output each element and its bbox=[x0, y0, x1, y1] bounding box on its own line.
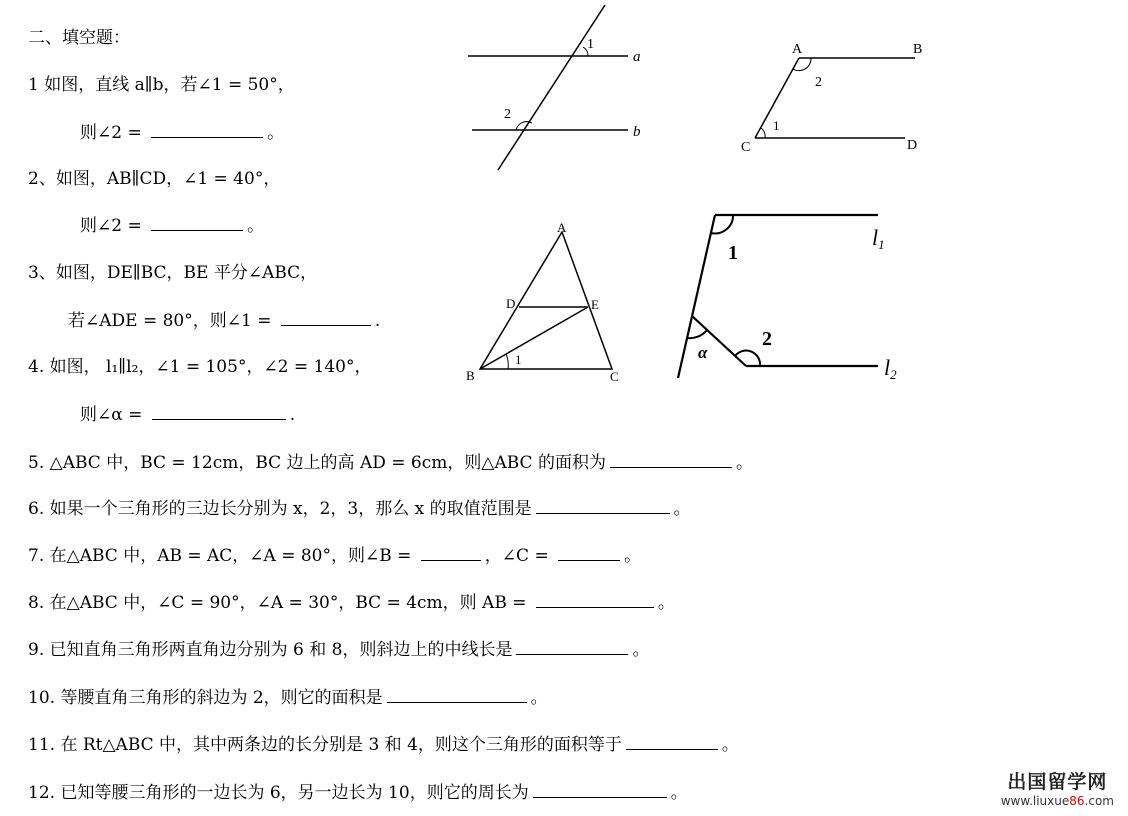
point-c-label: C bbox=[741, 140, 751, 155]
angle-1-arc bbox=[761, 128, 765, 138]
question-12-text: 12. 已知等腰三角形的一边长为 6，另一边长为 10，则它的周长为 bbox=[28, 783, 529, 803]
angle-1-arc bbox=[506, 354, 508, 369]
angle-alpha-label: α bbox=[698, 343, 708, 362]
answer-blank-7b[interactable] bbox=[558, 544, 620, 561]
question-4-end: . bbox=[289, 405, 296, 425]
question-9 bbox=[28, 638, 649, 661]
answer-blank-7a[interactable] bbox=[421, 544, 481, 561]
question-7 bbox=[28, 544, 641, 567]
point-e-label: E bbox=[591, 297, 599, 312]
answer-blank-6[interactable] bbox=[536, 497, 670, 514]
question-5-end: 。 bbox=[735, 453, 753, 473]
question-2-line2 bbox=[80, 214, 264, 237]
figure-triangle-de-bc bbox=[462, 218, 632, 383]
question-9-end: 。 bbox=[632, 640, 650, 660]
question-1-line2 bbox=[80, 121, 284, 144]
angle-2-label: 2 bbox=[762, 328, 772, 350]
question-10 bbox=[28, 686, 548, 709]
question-7-end: 。 bbox=[624, 546, 642, 566]
answer-blank-1[interactable] bbox=[151, 121, 263, 138]
question-10-text: 10. 等腰直角三角形的斜边为 2，则它的面积是 bbox=[28, 688, 383, 708]
question-6-end: 。 bbox=[673, 499, 691, 519]
point-d-label: D bbox=[506, 296, 516, 311]
point-d-label: D bbox=[907, 138, 918, 153]
answer-blank-9[interactable] bbox=[516, 638, 628, 655]
segment-be bbox=[480, 307, 588, 369]
question-8-text: 8. 在△ABC 中，∠C = 90°，∠A = 30°，BC = 4cm，则 AB = bbox=[28, 593, 532, 613]
question-1-prompt: 则∠2 = bbox=[80, 123, 148, 143]
point-b-label: B bbox=[913, 42, 923, 57]
line-a-label: a bbox=[633, 49, 641, 65]
watermark-url: www.liuxue86.com bbox=[1000, 794, 1114, 808]
question-6 bbox=[28, 497, 691, 520]
question-7-mid: ，∠C = bbox=[484, 546, 555, 566]
question-12 bbox=[28, 781, 688, 804]
segment-upper bbox=[678, 215, 715, 378]
question-2-prompt: 则∠2 = bbox=[80, 216, 148, 236]
question-8 bbox=[28, 591, 675, 614]
question-8-end: 。 bbox=[657, 593, 675, 613]
question-11-end: 。 bbox=[721, 735, 739, 755]
angle-1-label: 1 bbox=[773, 118, 780, 133]
question-11 bbox=[28, 733, 739, 756]
answer-blank-10[interactable] bbox=[387, 686, 527, 703]
point-b-label: B bbox=[466, 368, 475, 383]
answer-blank-12[interactable] bbox=[533, 781, 667, 798]
question-7-text: 7. 在△ABC 中，AB = AC，∠A = 80°，则∠B = bbox=[28, 546, 417, 566]
point-c-label: C bbox=[610, 369, 619, 383]
angle-1-label: 1 bbox=[728, 242, 738, 264]
question-12-end: 。 bbox=[670, 783, 688, 803]
question-3-line1: 3、如图，DE∥BC，BE 平分∠ABC， bbox=[28, 263, 318, 283]
angle-alpha-arc bbox=[687, 330, 707, 338]
question-2-end: 。 bbox=[247, 216, 265, 236]
line-l1-label: l1 bbox=[872, 225, 885, 252]
question-3-prompt: 若∠ADE = 80°，则∠1 = bbox=[68, 311, 277, 331]
angle-2-label: 2 bbox=[815, 75, 822, 90]
question-4-line1: 4. 如图， l₁∥l₂，∠1 = 105°，∠2 = 140°， bbox=[28, 357, 372, 377]
answer-blank-2[interactable] bbox=[151, 214, 243, 231]
question-1-line1: 1 如图，直线 a∥b，若∠1 = 50°， bbox=[28, 75, 295, 95]
watermark-title: 出国留学网 bbox=[1007, 771, 1108, 793]
question-10-end: 。 bbox=[530, 688, 548, 708]
question-3-line2 bbox=[68, 309, 380, 332]
question-5 bbox=[28, 451, 753, 474]
answer-blank-4[interactable] bbox=[152, 403, 286, 420]
question-1-end: 。 bbox=[267, 123, 285, 143]
question-2-line1: 2、如图，AB∥CD，∠1 = 40°， bbox=[28, 169, 281, 189]
answer-blank-5[interactable] bbox=[610, 451, 732, 468]
angle-2-label: 2 bbox=[504, 107, 511, 122]
question-9-text: 9. 已知直角三角形两直角边分别为 6 和 8，则斜边上的中线长是 bbox=[28, 640, 513, 660]
point-a-label: A bbox=[557, 220, 567, 235]
question-11-text: 11. 在 Rt△ABC 中，其中两条边的长分别是 3 和 4，则这个三角形的面积等于 bbox=[28, 735, 622, 755]
figure-l1-parallel-l2 bbox=[670, 200, 920, 385]
question-4-line2 bbox=[80, 403, 295, 426]
angle-1-label: 1 bbox=[587, 37, 594, 52]
angle-1-label: 1 bbox=[515, 352, 522, 367]
figure-ab-parallel-cd bbox=[735, 35, 935, 160]
answer-blank-3[interactable] bbox=[281, 309, 371, 326]
answer-blank-8[interactable] bbox=[536, 591, 654, 608]
line-b-label: b bbox=[633, 124, 641, 140]
watermark-logo bbox=[1001, 767, 1114, 808]
point-a-label: A bbox=[792, 42, 803, 57]
figure-parallel-lines-ab bbox=[460, 0, 660, 175]
question-5-text: 5. △ABC 中，BC = 12cm，BC 边上的高 AD = 6cm，则△ABC 的面积为 bbox=[28, 453, 606, 473]
answer-blank-11[interactable] bbox=[626, 733, 718, 750]
question-4-prompt: 则∠α = bbox=[80, 405, 148, 425]
line-l2-label: l2 bbox=[884, 355, 897, 382]
section-title: 二、填空题： bbox=[28, 28, 130, 48]
question-3-end: . bbox=[374, 311, 381, 331]
transversal bbox=[498, 5, 605, 170]
question-6-text: 6. 如果一个三角形的三边长分别为 x，2，3，那么 x 的取值范围是 bbox=[28, 499, 532, 519]
